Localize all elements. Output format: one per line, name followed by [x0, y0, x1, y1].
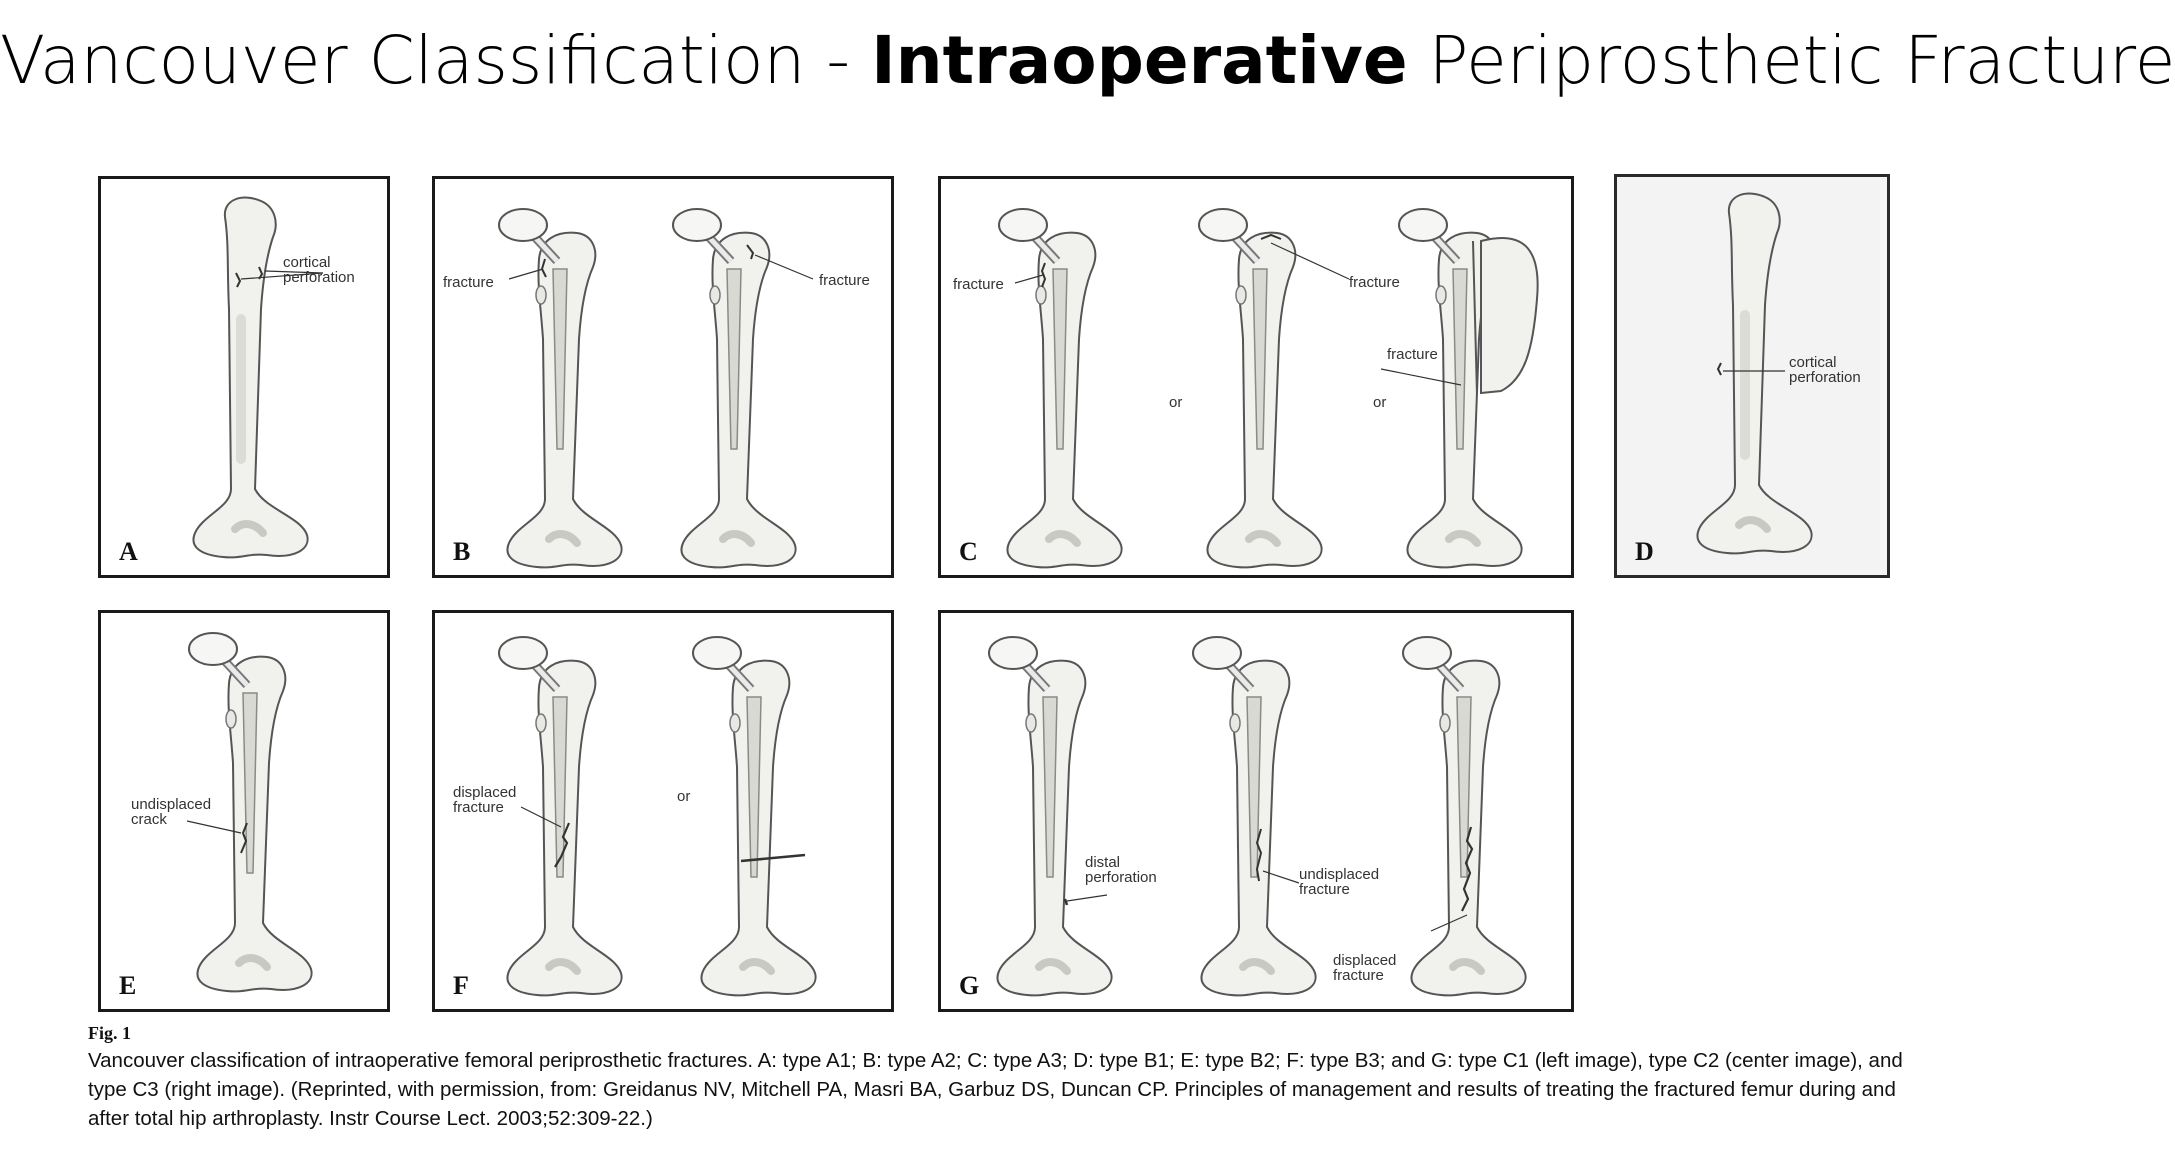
femur-illustration-a [101, 179, 393, 581]
annotation-fracture-right: fracture [819, 272, 870, 289]
annotation-or-2: or [1373, 394, 1387, 411]
title-bold: Intraoperative [871, 22, 1408, 99]
annotation-undisplaced-fracture: undisplaced fracture [1299, 866, 1380, 898]
panel-label-b: B [453, 537, 471, 566]
annotation-distal-perforation: distal perforation [1085, 854, 1157, 886]
annotation-displaced-fracture-g: displaced fracture [1333, 952, 1397, 984]
panel-e [98, 610, 390, 1012]
title-part1: Vancouver Classification - [0, 22, 872, 99]
slide-title [0, 22, 2175, 99]
annotation-fracture-left: fracture [443, 274, 494, 291]
panel-label-c: C [959, 537, 978, 566]
panel-b [432, 176, 894, 578]
caption-text: Vancouver classification of intraoperative femoral periprosthetic fractures. A: type A1; B: type A2; C: type A3; D: type B1; E: type B2; F: type B3; and G: type C1 (left image), type C2 (center image), and type C3 (right image). (Reprinted, with permission, from: Greidanus NV, Mitchell PA, Masri BA, Garbuz DS, Duncan CP. Principles of management and results of treating the fractured femur during and after total hip arthroplasty. Instr Course Lect. 2003;52:309-22.) [88, 1049, 1903, 1130]
figure-number: Fig. 1 [88, 1023, 131, 1043]
femur-illustration-g [941, 613, 1577, 1015]
panel-label-e: E [119, 971, 137, 1000]
panel-label-d: D [1635, 537, 1654, 566]
panel-label-a: A [119, 537, 138, 566]
annotation-fracture-c1: fracture [953, 276, 1004, 293]
panel-label-f: F [453, 971, 469, 1000]
annotation-fracture-c2: fracture [1349, 274, 1400, 291]
panel-a [98, 176, 390, 578]
annotation-undisplaced-crack: undisplaced crack [131, 796, 212, 828]
femur-illustration-c [941, 179, 1577, 581]
annotation-fracture-c3: fracture [1387, 346, 1438, 363]
femur-illustration-b [435, 179, 897, 581]
panel-d [1614, 174, 1890, 578]
panel-g [938, 610, 1574, 1012]
figure-caption [88, 1020, 1908, 1133]
annotation-displaced-fracture: displaced fracture [453, 784, 517, 816]
panel-c [938, 176, 1574, 578]
annotation-cortical-perforation-d: cortical perforation [1789, 354, 1861, 386]
annotation-or-f: or [677, 788, 691, 805]
annotation-cortical-perforation: cortical perforation [283, 254, 355, 286]
annotation-or-1: or [1169, 394, 1183, 411]
panel-f [432, 610, 894, 1012]
title-part2: Periprosthetic Fracture [1407, 22, 2175, 99]
panel-label-g: G [959, 971, 980, 1000]
